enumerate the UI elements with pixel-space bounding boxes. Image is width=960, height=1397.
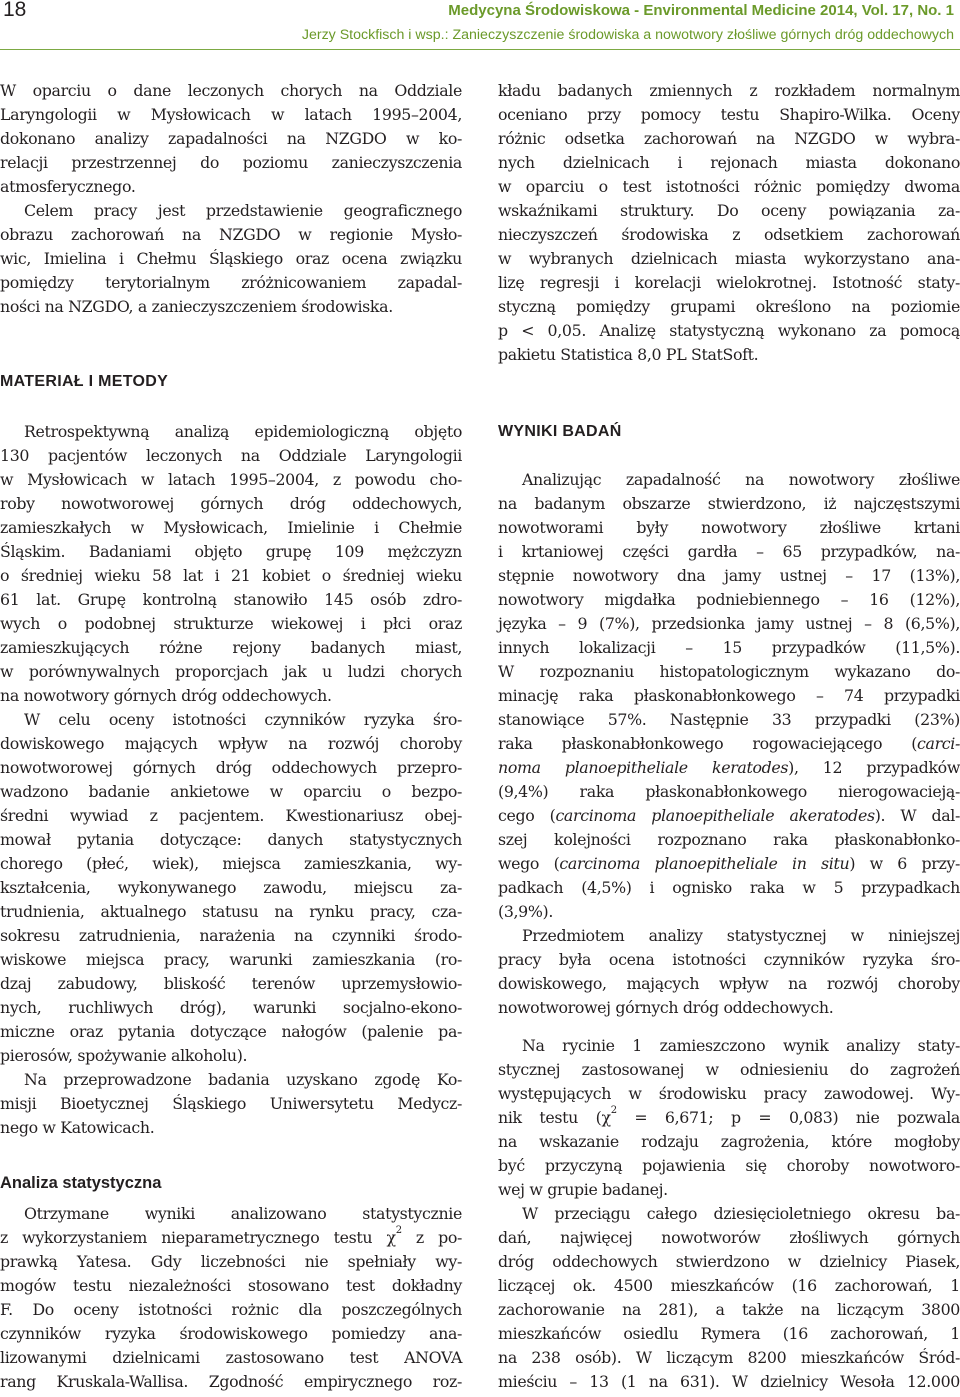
text-line: W celu oceny istotności czynników ryzyka śro- [24,710,462,729]
text-line: nieczyszczeń środowiska z odsetkiem zachorowań [498,225,960,244]
text-line: na nowotwory górnych dróg oddechowych. [0,686,332,705]
text-line: atmosferycznego. [0,177,136,196]
text-line: wych o podobnej strukturze wiekowej i płci oraz [0,614,462,633]
text-line: języka – 9 (7%), przedsionka jamy ustnej – 8 (6,5%), [498,614,960,633]
text-line: mował pytania dotyczące: danych statystycznych [0,830,462,849]
text-line: zachorowanie na 281), a także na liczącym 3800 [498,1300,960,1319]
text-line: wiskowe miejsca pracy, warunki zamieszkania (ro- [0,950,462,969]
text-line: liczącej ok. 4500 mieszkańców (16 zachorowań, 1 [498,1276,960,1295]
text-line: lizę regresji i korelacji wielokrotnej. Istotność staty- [498,273,960,292]
text-line: ności na NZGDO, a zanieczyszczeniem środowiska. [0,297,393,316]
text-line: średni wywiad z pacjentem. Kwestionariusz obej- [0,806,462,825]
text-line: miczne oraz pytania dotyczące nałogów (palenie pa- [0,1022,462,1041]
text-line: padkach (4,5%) i ognisko raka w 5 przypadkach [498,878,960,897]
text-line: kładu badanych zmiennych z rozkładem normalnym [498,81,960,100]
text-line: różnic odsetka zachorowań na NZGDO w wybra- [498,129,960,148]
text-line: wadzono badanie ankietowe w oparciu o bezpo- [0,782,462,801]
text-line: (3,9%). [498,902,554,921]
running-head: Jerzy Stockfisch i wsp.: Zanieczyszczenie środowiska a nowotwory złośliwe górnych dróg oddechowych [301,27,954,43]
text-line: pakietu Statistica 8,0 PL StatSoft. [498,345,759,364]
text-line: chorego (płeć, wiek), miejsca zamieszkania, wy- [0,854,462,873]
text-line: (9,4%) raka płaskonabłonkowego nierogowacieją- [498,782,960,801]
text-line: Na przeprowadzone badania uzyskano zgodę Ko- [24,1070,462,1089]
text-line: wej w grupie badanej. [498,1180,668,1199]
text-line: nego w Katowicach. [0,1118,155,1137]
text-line: stycznej zastosowanej w odniesieniu do zagrożeń [498,1060,960,1079]
text-line: Analizując zapadalność na nowotwory złośliwe [522,470,960,489]
text-line: pierosów, spożywanie alkoholu). [0,1046,248,1065]
text-line: W oparciu o dane leczonych chorych na Oddziale [0,81,462,100]
text-line: 61 lat. Grupę kontrolną stanowiło 145 osób zdro- [0,590,462,609]
text-line: nowotwory migdałka podniebiennego – 16 (12%), [498,590,960,609]
text-line: prawką Yatesa. Gdy liczebności nie spełniały wy- [0,1252,462,1271]
text-line: cego (carcinoma planoepitheliale akeratodes). W dal- [498,806,960,825]
text-line: Na rycinie 1 zamieszczono wynik analizy staty- [522,1036,960,1055]
text-line: W rozpoznaniu histopatologicznym wykazano do- [498,662,960,681]
text-line: relacji przestrzennej do poziomu zanieczyszczenia [0,153,462,172]
text-line: na badanym obszarze stwierdzono, iż najczęstszymi [498,494,960,513]
text-line: w wybranych dzielnicach miasta wykorzystano ana- [498,249,960,268]
text-line: Śląskim. Badaniami objęto grupę 109 mężczyzn [0,542,462,561]
text-line: nych dzielnicach i rejonach miasta dokonano [498,153,960,172]
text-line: dań, najwięcej nowotworów złośliwych górnych [498,1228,960,1247]
text-line: noma planoepitheliale keratodes), 12 przypadków [498,758,960,777]
text-line: na wskazanie rodzaju zagrożenia, które mogłoby [498,1132,960,1151]
text-line: pomiędzy terytorialnym zróżnicowaniem zapadal- [0,273,462,292]
text-line: stanowiące 57%. Następnie 33 przypadki (23%) [498,710,960,729]
text-line: zamieszkujących różne rejony badanych miast, [0,638,462,657]
text-line: nik testu ($\chi^2 = 6,671$; p = 0,083) nie pozwala [498,1105,960,1127]
text-line: misji Bioetycznej Śląskiego Uniwersytetu Medycz- [0,1094,462,1113]
text-line: lizowanymi dzielnicami zastosowano test ANOVA [0,1348,462,1367]
text-line: na 238 osób). W liczącym 8200 mieszkańców Śród- [498,1348,960,1367]
text-line: mieściu – 13 (1 na 631). W dzielnicy Wesoła 12.000 [498,1372,960,1391]
text-line: pracy była ocena istotności czynników ryzyka śro- [498,950,960,969]
text-line: raka płaskonabłonkowego rogowaciejącego (carci- [498,734,960,753]
text-line: i krtaniowej części gardła – 65 przypadków, na- [498,542,960,561]
text-line: nowotworowej górnych dróg oddechowych. [498,998,834,1017]
text-line: nych, ruchliwych dróg), warunki socjalno-ekono- [0,998,462,1017]
text-line: być przyczyną pojawienia się choroby nowotworo- [498,1156,960,1175]
text-line: innych lokalizacji – 15 przypadków (11,5%). [498,638,960,657]
text-line: wic, Imielina i Chełmu Śląskiego oraz ocena związku [0,249,462,268]
text-line: szej kolejności rozpoznano raka płaskonabłonko- [498,830,960,849]
text-line: stępnie nowotwory dna jamy ustnej – 17 (13%), [498,566,960,585]
text-line: Przedmiotem analizy statystycznej w niniejszej [522,926,960,945]
text-line: o średniej wieku 58 lat i 21 kobiet o średniej wieku [0,566,462,585]
text-line: trudnienia, aktualnego statusu na rynku pracy, cza- [0,902,462,921]
text-line: minację raka płaskonabłonkowego – 74 przypadki [498,686,960,705]
text-line: wego (carcinoma planoepitheliale in situ) w 6 przy- [498,854,960,873]
text-line: F. Do oceny istotności rożnic dla poszczególnych [0,1300,462,1319]
text-line: w Mysłowicach w latach 1995–2004, z powodu cho- [0,470,462,489]
text-line: występujących w środowisku pracy zawodowej. Wy- [498,1084,960,1103]
section-heading-statistics: Analiza statystyczna [0,1174,162,1192]
text-line: Otrzymane wyniki analizowano statystycznie [24,1204,462,1223]
text-line: nowotworowej górnych dróg oddechowych przepro- [0,758,462,777]
text-line: dokonano analizy zapadalności na NZGDO w ko- [0,129,462,148]
text-line: nowotworami były nowotwory złośliwe krtani [498,518,960,537]
text-line: dowiskowego mających wpływ na rozwój choroby [0,734,462,753]
section-heading-methods: MATERIAŁ I METODY [0,373,169,390]
text-line: wskaźnikami struktury. Do oceny powiązania za- [498,201,960,220]
text-line: Retrospektywną analizą epidemiologiczną objęto [24,422,462,441]
text-line: mieszkańców osiedlu Rymera (16 zachorowań, 1 [498,1324,960,1343]
header-divider [0,49,960,50]
text-line: dzaj zabudowy, bliskość terenów uprzemysłowio- [0,974,462,993]
text-line: dowiskowego, mających wpływ na rozwój choroby [498,974,960,993]
text-line: oceniano przy pomocy testu Shapiro-Wilka. Oceny [498,105,960,124]
journal-title: Medycyna Środowiskowa - Environmental Medicine 2014, Vol. 17, No. 1 [448,2,954,19]
text-line: z wykorzystaniem nieparametrycznego testu $\chi^2$ z po- [0,1225,462,1247]
text-line: w oparciu o test istotności różnic pomiędzy dwoma [498,177,960,196]
text-line: Celem pracy jest przedstawienie geograficznego [24,201,462,220]
text-line: sokresu zatrudnienia, narażenia na czynniki środo- [0,926,462,945]
text-line: w porównywalnych proporcjach jak u ludzi chorych [0,662,462,681]
text-line: obrazu zachorowań na NZGDO w regionie Mysło- [0,225,462,244]
text-line: roby nowotworowej górnych dróg oddechowych, [0,494,462,513]
text-line: kształcenia, wykonywanego zawodu, miejscu za- [0,878,462,897]
text-line: 130 pacjentów leczonych na Oddziale Laryngologii [0,446,462,465]
text-line: rang Kruskala-Wallisa. Zgodność empirycznego roz- [0,1372,462,1391]
text-line: dróg oddechowych stwierdzono w dzielnicy Piasek, [498,1252,960,1271]
text-line: p < 0,05. Analizę statystyczną wykonano za pomocą [498,321,960,340]
text-line: czynników ryzyka środowiskowego pomiedzy ana- [0,1324,462,1343]
page-number: 18 [3,0,27,21]
text-line: zamieszkałych w Mysłowicach, Imielinie i Chełmie [0,518,462,537]
text-line: styczną pomiędzy grupami określono na poziomie [498,297,960,316]
text-line: Laryngologii w Mysłowicach w latach 1995–2004, [0,105,462,124]
text-line: W przeciągu całego dziesięcioletniego okresu ba- [522,1204,960,1223]
section-heading-results: WYNIKI BADAŃ [498,423,622,440]
text-line: mogów testu niezależności stosowano test dokładny [0,1276,462,1295]
